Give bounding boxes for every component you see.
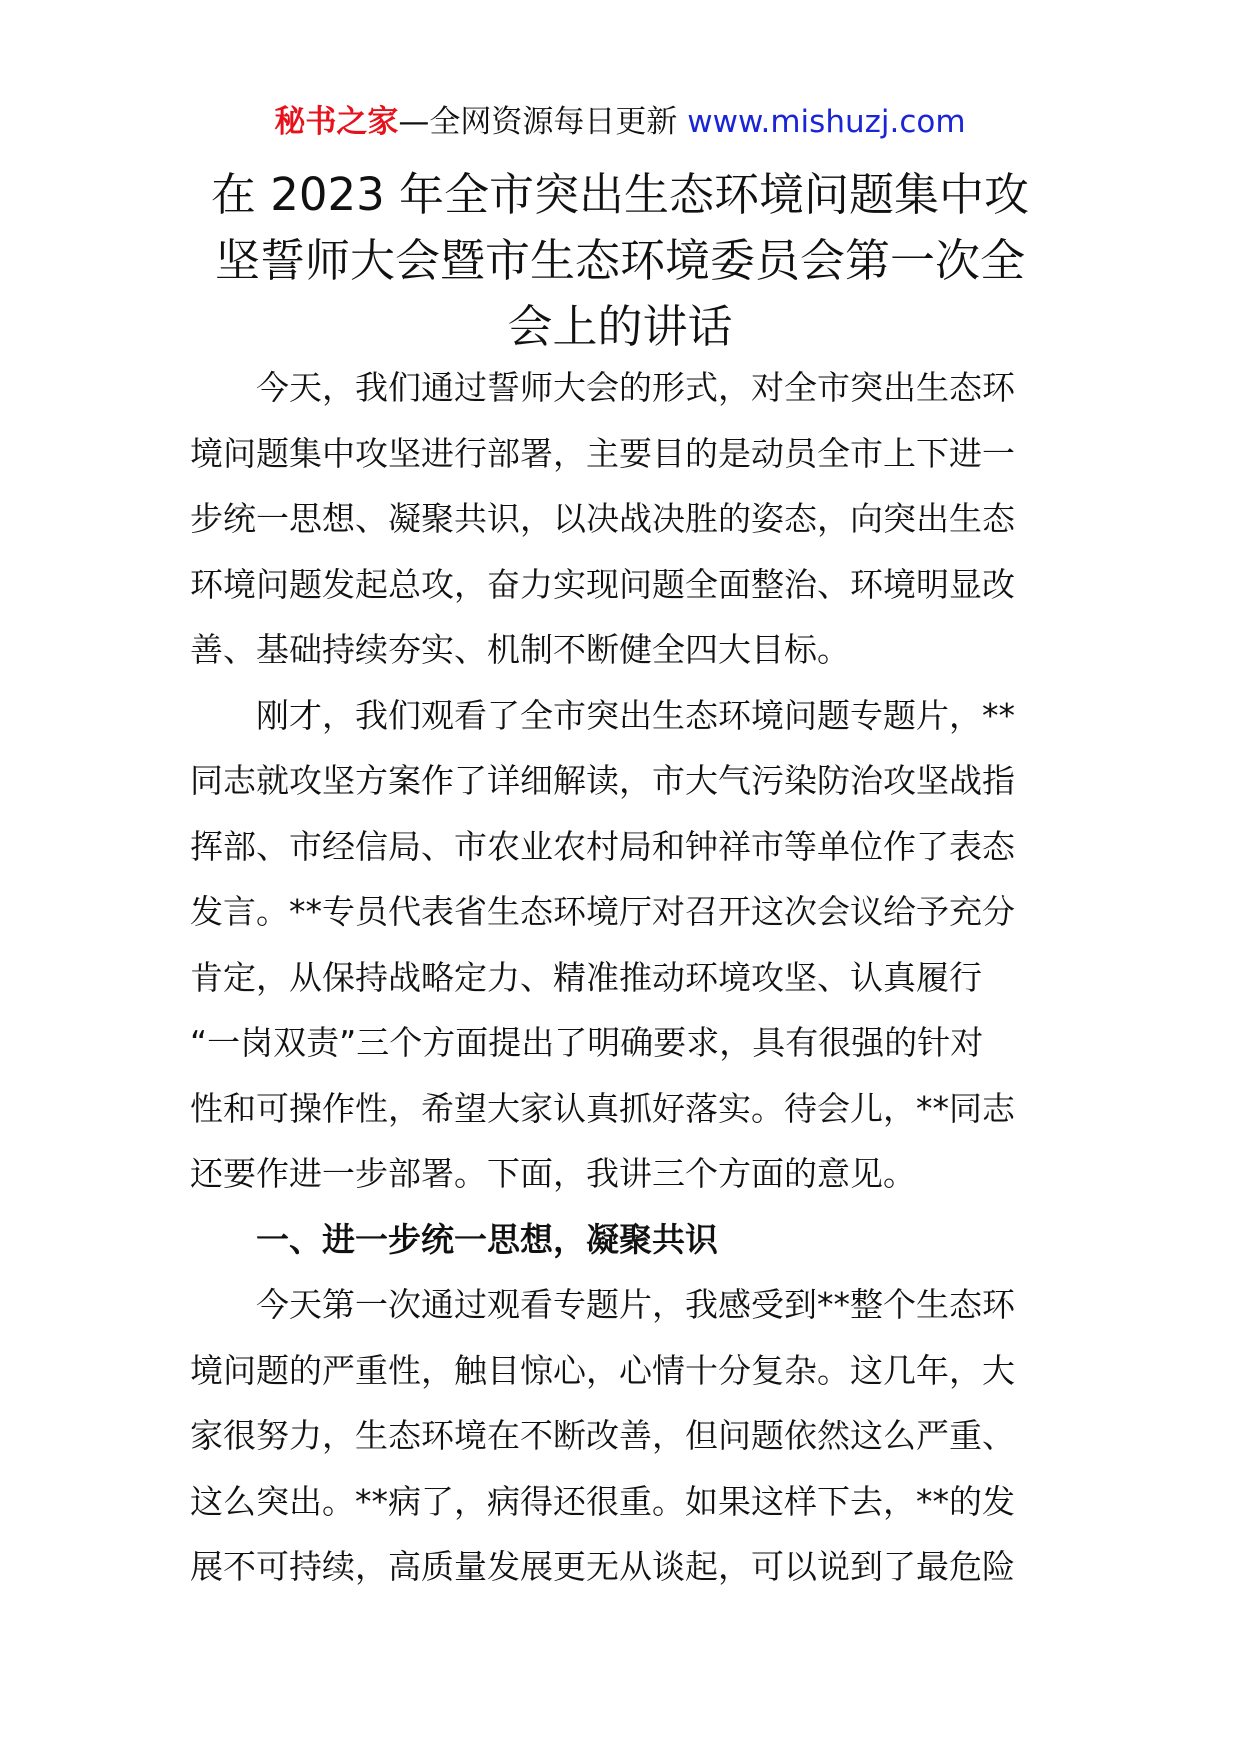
paragraph-line: 家很努力，生态环境在不断改善，但问题依然这么严重、 (190, 1416, 1015, 1455)
paragraph-line: 今天第一次通过观看专题片，我感受到**整个生态环 (256, 1285, 1015, 1324)
paragraph-line: 展不可持续，高质量发展更无从谈起，可以说到了最危险 (190, 1547, 1015, 1586)
paragraph-line: 肯定，从保持战略定力、精准推动环境攻坚、认真履行 (190, 957, 982, 997)
paragraph-line: 环境问题发起总攻，奋力实现问题全面整治、环境明显改 (190, 564, 1015, 604)
section-heading: 一、进一步统一思想，凝聚共识 (256, 1219, 718, 1259)
paragraph-line: 这么突出。**病了，病得还很重。如果这样下去，**的发 (190, 1481, 1015, 1521)
paragraph-line: 善、基础持续夯实、机制不断健全四大目标。 (190, 630, 850, 669)
title-line: 在 2023 年全市突出生态环境问题集中攻 (210, 168, 1030, 221)
paragraph-line: 发言。**专员代表省生态环境厅对召开这次会议给予充分 (190, 892, 1015, 931)
header-tagline: —全网资源每日更新 (398, 104, 678, 140)
paragraph-line: 性和可操作性，希望大家认真抓好落实。待会儿，**同志 (190, 1088, 1015, 1128)
paragraph-line: 境问题的严重性，触目惊心，心情十分复杂。这几年，大 (190, 1350, 1015, 1390)
brand-name: 秘书之家 (274, 104, 399, 140)
paragraph-line: “一岗双责”三个方面提出了明确要求，具有很强的针对 (190, 1023, 984, 1062)
paragraph-line: 同志就攻坚方案作了详细解读，市大气污染防治攻坚战指 (190, 761, 1015, 800)
paragraph-line: 挥部、市经信局、市农业农村局和钟祥市等单位作了表态 (190, 826, 1015, 866)
document-body (190, 355, 1050, 1600)
site-url-link[interactable]: www.mishuzj.com (687, 104, 966, 140)
paragraph-line: 刚才，我们观看了全市突出生态环境问题专题片，** (256, 695, 1015, 735)
paragraph-line: 还要作进一步部署。下面，我讲三个方面的意见。 (190, 1154, 916, 1193)
title-line: 坚誓师大会暨市生态环境委员会第一次全 (214, 234, 1025, 287)
site-header (0, 100, 1240, 144)
document-title (190, 162, 1050, 360)
paragraph-line: 境问题集中攻坚进行部署，主要目的是动员全市上下进一 (190, 433, 1015, 473)
paragraph-line: 今天，我们通过誓师大会的形式，对全市突出生态环 (256, 368, 1015, 407)
title-line: 会上的讲话 (507, 300, 733, 353)
paragraph-line: 步统一思想、凝聚共识，以决战决胜的姿态，向突出生态 (190, 499, 1015, 538)
